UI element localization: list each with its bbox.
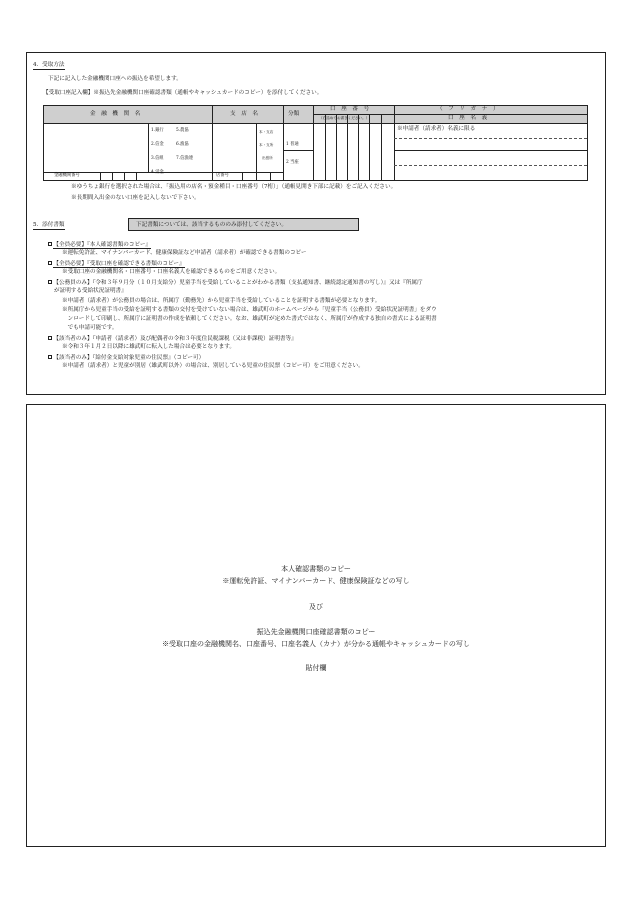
checkbox[interactable] (48, 261, 52, 265)
branch-type-shiten[interactable]: 本・支店 (259, 130, 274, 134)
account-holder-note: ※申請者（請求者）名義に限る (397, 126, 476, 132)
bank-type-shinkumi[interactable]: 3.信組 (151, 156, 164, 161)
attachment-banner (128, 218, 359, 231)
paste-line-id-copy: 本人確認書類のコピー (281, 565, 351, 573)
section5-title: 5．添付書類 (33, 223, 65, 230)
header-account-note: （右詰めでお書きください。） (319, 115, 370, 120)
attach-item-4[interactable] (48, 336, 297, 342)
bank-type-rokin[interactable]: 4.労金 (151, 170, 164, 175)
paste-area-box (26, 404, 606, 847)
section4-subhead: 【受取口座記入欄】※振込先金融機関口座確認書類（通帳やキャッシュカードのコピー）を添付してください。 (43, 90, 323, 96)
bank-type-shinkin[interactable]: 2.信金 (151, 142, 164, 147)
header-account-number: 口 座 番 号 (330, 106, 370, 112)
attach-item-5-head: 【該当者のみ】『給付金支給対象児童の住民票』（コピー可） (53, 354, 205, 361)
account-type-futsu[interactable]: 1 普通 (286, 142, 299, 147)
attach-item-1-head: 【全員必要】『本人確認書類のコピー』 (53, 241, 152, 248)
paste-line-bank-copy: 振込先金融機関口座確認書類のコピー (256, 628, 376, 636)
header-account-holder: 口 座 名 義 (448, 115, 488, 121)
attachment-banner-text: 下記書類については、該当するもののみ添付してください。 (136, 221, 287, 228)
attach-item-1-note: ※運転免許証、マイナンバーカード、健康保険証など申請者（請求者）が確認できる書類のコピー (62, 250, 307, 256)
bank-type-nokyo[interactable]: 5.農協 (176, 128, 189, 133)
attach-item-5-note: ※申請者（請求者）と児童が別居（雄武町以外）の場合は、別居している児童の住民票（コピー可）をご用意ください。 (62, 363, 364, 369)
checkbox[interactable] (48, 242, 52, 246)
attach-item-4-head: 【該当者のみ】『申請者（請求者）及び配偶者の令和３年度住民税課税（又は非課税）証明書等』 (53, 335, 297, 342)
account-type-toza[interactable]: 2 当座 (286, 160, 299, 165)
branch-code-label: 店番号 (216, 173, 229, 178)
attach-item-3-note-4: でも申請可能です。 (62, 325, 118, 331)
attach-item-3-head-cont: が証明する受給状況証明書』 (54, 288, 127, 294)
attach-item-1[interactable] (48, 242, 151, 248)
checkbox[interactable] (48, 280, 52, 284)
bank-type-gyokyo[interactable]: 6.漁協 (176, 142, 189, 147)
attach-item-3-note-2: ※所属庁から児童手当の受給を証明する書類の交付を受けていない場合は、雄武町のホームページから「児童手当（公務員）受給状況証明書」をダウ (62, 307, 437, 313)
paste-line-and: 及び (309, 603, 323, 611)
attach-item-3[interactable] (48, 280, 423, 286)
section4-title: 4．受取方法 (33, 63, 65, 70)
header-type: 分類 (288, 111, 300, 117)
checkbox[interactable] (48, 336, 52, 340)
bank-type-shingyoren[interactable]: 7.信漁連 (176, 156, 193, 161)
header-bank-name: 金 融 機 関 名 (90, 111, 141, 117)
header-furigana: （ フ リ ガ ナ ） (437, 106, 499, 112)
attach-item-3-note-1: ※申請者（請求者）が公務員の場合は、所属庁（勤務先）から児童手当を受給していることを証明する書類が必要となります。 (62, 298, 381, 304)
branch-type-shisho[interactable]: 本・支所 (259, 143, 274, 147)
attach-item-2-head: 【全員必要】『受取口座を確認できる書類のコピー』 (53, 260, 185, 267)
attach-item-3-note-3: ンロードして印刷し、所属庁に証明書の作成を依頼してください。なお、雄武町が定めた書式ではなく、所属庁が作成する独自の書式による証明書 (62, 316, 437, 322)
dormant-account-note: ※長期間入出金のない口座を記入しないで下さい。 (71, 195, 200, 201)
bank-code-label: 金融機関番号 (54, 173, 80, 178)
bank-type-bank[interactable]: 1.銀行 (151, 128, 164, 133)
paste-line-label: 貼付欄 (305, 664, 327, 672)
yucho-note: ※ゆうちょ銀行を選択された場合は、「振込用の店名・預金種目・口座番号（7桁）」（通帳見開き下部に記載）をご記入ください。 (71, 184, 397, 190)
attach-item-2[interactable] (48, 261, 185, 267)
branch-type-shucchojo[interactable]: 出張所 (262, 156, 273, 160)
attach-item-4-note: ※令和３年１月２日以降に雄武町に転入した場合は必要となります。 (62, 344, 235, 350)
attach-item-3-head: 【公務員のみ】『令和３年９月分（１０月支給分）児童手当を受給していることがわかる書類（支払通知書、継続認定通知書の写し）』又は『所属庁 (53, 279, 423, 286)
attach-item-5[interactable] (48, 355, 204, 361)
paste-line-id-examples: ※運転免許証、マイナンバーカード、健康保険証などの写し (222, 577, 410, 585)
header-branch-name: 支 店 名 (230, 111, 258, 117)
table-header-bank (44, 106, 313, 123)
checkbox[interactable] (48, 355, 52, 359)
attach-item-2-note: ※受取口座の金融機関名・口座番号・口座名義人を確認できるものをご用意ください。 (62, 269, 281, 275)
section4-intro: 下記に記入した金融機関口座への振込を希望します。 (48, 76, 182, 82)
paste-line-bank-examples: ※受取口座の金融機関名、口座番号、口座名義人（カナ）が分かる通帳やキャッシュカードの写し (162, 640, 470, 648)
